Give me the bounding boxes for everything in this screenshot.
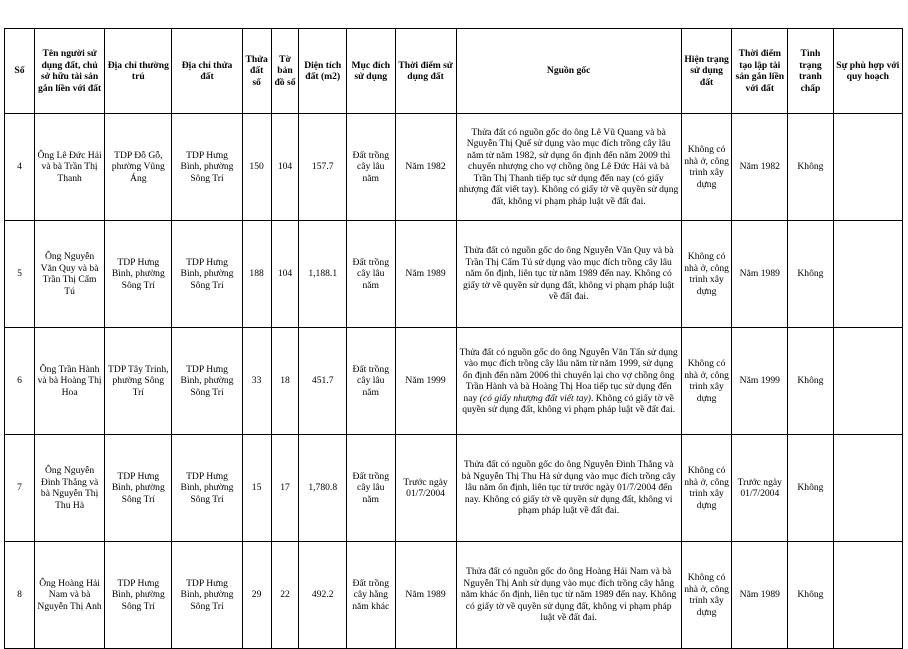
origin-text: Thửa đất có nguồn gốc do ông Lê Vũ Quang và bà Nguyễn Thị Quế sử dụng vào mục đích trồng cây lâu năm từ năm 1982, sử dụng ổn định đến năm 2009 thì chuyển nhượng cho vợ chồng ông Lê Đức Hải và bà Trần Thị Thanh tiếp tục sử dụng đến nay (có giấy nhượng đất viết tay). Không có giấy tờ về quyền sử dụng đất, không vi phạm pháp luật về đất đai. xyxy=(458,126,679,207)
cell-land-address: TDP Hưng Bình, phường Sông Trí xyxy=(172,221,242,328)
cell-time-use: Năm 1982 xyxy=(395,114,456,221)
cell-area: 157.7 xyxy=(299,114,347,221)
cell-address: TDP Hưng Bình, phường Sông Trí xyxy=(105,435,172,542)
cell-owner: Ông Hoàng Hải Nam và bà Nguyễn Thị Anh xyxy=(34,542,104,649)
cell-time-created: Trước ngày 01/7/2004 xyxy=(732,435,788,542)
cell-land-address: TDP Hưng Bình, phường Sông Trí xyxy=(172,435,242,542)
table-row xyxy=(5,114,903,221)
cell-planning xyxy=(833,221,902,328)
cell-origin xyxy=(456,221,681,328)
cell-dispute: Không xyxy=(788,435,833,542)
table-row xyxy=(5,221,903,328)
cell-time-use: Năm 1989 xyxy=(395,221,456,328)
cell-time-created: Năm 1989 xyxy=(732,221,788,328)
cell-stt: 8 xyxy=(5,542,35,649)
cell-dispute: Không xyxy=(788,328,833,435)
cell-stt: 6 xyxy=(5,328,35,435)
cell-dispute: Không xyxy=(788,221,833,328)
cell-owner: Ông Trần Hành và bà Hoàng Thị Hoa xyxy=(34,328,104,435)
cell-map: 22 xyxy=(271,542,299,649)
cell-owner: Ông Nguyễn Văn Quy và bà Trần Thị Cẩm Tú xyxy=(34,221,104,328)
header-origin: Nguồn gốc xyxy=(456,29,681,114)
cell-purpose: Đất trồng cây lâu năm xyxy=(346,435,395,542)
header-parcel: Thửa đất số xyxy=(242,29,271,114)
origin-after: . Không có giấy tờ về quyền sử dụng đất, không vi phạm pháp luật về đất đai. xyxy=(462,392,676,415)
cell-status: Không có nhà ở, công trình xây dựng xyxy=(681,221,732,328)
cell-origin xyxy=(456,328,681,435)
header-map: Tờ bản đồ số xyxy=(271,29,299,114)
header-area: Diện tích đất (m2) xyxy=(299,29,347,114)
cell-status: Không có nhà ở, công trình xây dựng xyxy=(681,328,732,435)
table-row xyxy=(5,542,903,649)
cell-owner: Ông Lê Đức Hải và bà Trần Thị Thanh xyxy=(34,114,104,221)
origin-text: Thửa đất có nguồn gốc do ông Nguyễn Đình Thắng và bà Nguyễn Thị Thu Hà sử dụng vào mục đích trồng cây lâu năm ổn định, liên tục từ trước ngày 01/7/2004 đến nay. Không có giấy tờ về quyền sử dụng đất, không vi phạm pháp luật về đất đai. xyxy=(461,459,676,517)
cell-stt: 4 xyxy=(5,114,35,221)
origin-italic: (có giấy nhượng đất viết tay) xyxy=(479,392,591,404)
cell-time-use: Trước ngày 01/7/2004 xyxy=(395,435,456,542)
header-status: Hiện trạng sử dụng đất xyxy=(681,29,732,114)
cell-address: TDP Đỗ Gỗ, phường Vũng Áng xyxy=(105,114,172,221)
header-time-created: Thời điểm tạo lập tài sản gắn liền với đất xyxy=(732,29,788,114)
cell-parcel: 150 xyxy=(242,114,271,221)
cell-area: 1,780.8 xyxy=(299,435,347,542)
cell-address: TDP Tây Trinh, phường Sông Trí xyxy=(105,328,172,435)
cell-map: 104 xyxy=(271,221,299,328)
cell-parcel: 15 xyxy=(242,435,271,542)
cell-planning xyxy=(833,542,902,649)
cell-planning xyxy=(833,114,902,221)
header-land-address: Địa chỉ thửa đất xyxy=(172,29,242,114)
cell-area: 492.2 xyxy=(299,542,347,649)
cell-parcel: 33 xyxy=(242,328,271,435)
cell-planning xyxy=(833,328,902,435)
cell-time-created: Năm 1989 xyxy=(732,542,788,649)
cell-dispute: Không xyxy=(788,114,833,221)
header-purpose: Mục đích sử dụng xyxy=(346,29,395,114)
header-planning: Sự phù hợp với quy hoạch xyxy=(833,29,902,114)
cell-map: 104 xyxy=(271,114,299,221)
cell-purpose: Đất trồng cây lâu năm xyxy=(346,221,395,328)
origin-text: Thửa đất có nguồn gốc do ông Hoàng Hải Nam và bà Nguyễn Thị Anh sử dụng vào mục đích trồng cây hằng năm khác ổn định, liên tục từ năm 1989 đến nay. Không có giấy tờ về quyền sử dụng đất, không vi phạm pháp luật về đất đai. xyxy=(460,566,677,624)
header-dispute: Tình trạng tranh chấp xyxy=(788,29,833,114)
cell-status: Không có nhà ở, công trình xây dựng xyxy=(681,542,732,649)
cell-land-address: TDP Hưng Bình, phường Sông Trí xyxy=(172,328,242,435)
header-row xyxy=(5,29,903,114)
cell-origin xyxy=(456,435,681,542)
cell-origin xyxy=(456,542,681,649)
cell-address: TDP Hưng Bình, phường Sông Trí xyxy=(105,221,172,328)
header-time-use: Thời điểm sử dụng đất xyxy=(395,29,456,114)
cell-purpose: Đất trồng cây hằng năm khác xyxy=(346,542,395,649)
header-stt: Số xyxy=(5,29,35,114)
cell-land-address: TDP Hưng Bình, phường Sông Trí xyxy=(172,114,242,221)
cell-stt: 7 xyxy=(5,435,35,542)
cell-stt: 5 xyxy=(5,221,35,328)
cell-planning xyxy=(833,435,902,542)
table-row xyxy=(5,435,903,542)
cell-purpose: Đất trồng cây lâu năm xyxy=(346,328,395,435)
cell-map: 17 xyxy=(271,435,299,542)
cell-origin xyxy=(456,114,681,221)
cell-map: 18 xyxy=(271,328,299,435)
cell-dispute: Không xyxy=(788,542,833,649)
origin-text: Thửa đất có nguồn gốc do ông Nguyễn Văn Quy và bà Trần Thị Cẩm Tú sử dụng vào mục đích trồng cây lâu năm ổn định, liên tục từ năm 1989 đến nay. Không có giấy tờ về quyền sử dụng đất, không vi phạm pháp luật về đất đai. xyxy=(463,245,675,303)
land-use-table xyxy=(4,28,903,649)
cell-address: TDP Hưng Bình, phường Sông Trí xyxy=(105,542,172,649)
cell-area: 451.7 xyxy=(299,328,347,435)
cell-time-use: Năm 1999 xyxy=(395,328,456,435)
origin-text: Thửa đất có nguồn gốc do ông Nguyễn Văn Tấn sử dụng vào mục đích trồng cây lâu năm từ năm 1999, sử dụng ổn định đến năm 2006 thì chuyển lại cho vợ chồng ông Trần Hành và bà Hoàng Thị Hoa tiếp tục sử dụng đến nay xyxy=(459,346,678,404)
cell-parcel: 188 xyxy=(242,221,271,328)
cell-parcel: 29 xyxy=(242,542,271,649)
cell-owner: Ông Nguyễn Đình Thắng và bà Nguyễn Thị Thu Hà xyxy=(34,435,104,542)
cell-purpose: Đất trồng cây lâu năm xyxy=(346,114,395,221)
cell-time-created: Năm 1999 xyxy=(732,328,788,435)
table-row xyxy=(5,328,903,435)
cell-land-address: TDP Hưng Bình, phường Sông Trí xyxy=(172,542,242,649)
cell-area: 1,188.1 xyxy=(299,221,347,328)
cell-status: Không có nhà ở, công trình xây dựng xyxy=(681,114,732,221)
header-owner: Tên người sử dụng đất, chủ sở hữu tài sản gắn liền với đất xyxy=(34,29,104,114)
cell-status: Không có nhà ở, công trình xây dựng xyxy=(681,435,732,542)
header-address: Địa chỉ thường trú xyxy=(105,29,172,114)
cell-time-created: Năm 1982 xyxy=(732,114,788,221)
cell-time-use: Năm 1989 xyxy=(395,542,456,649)
